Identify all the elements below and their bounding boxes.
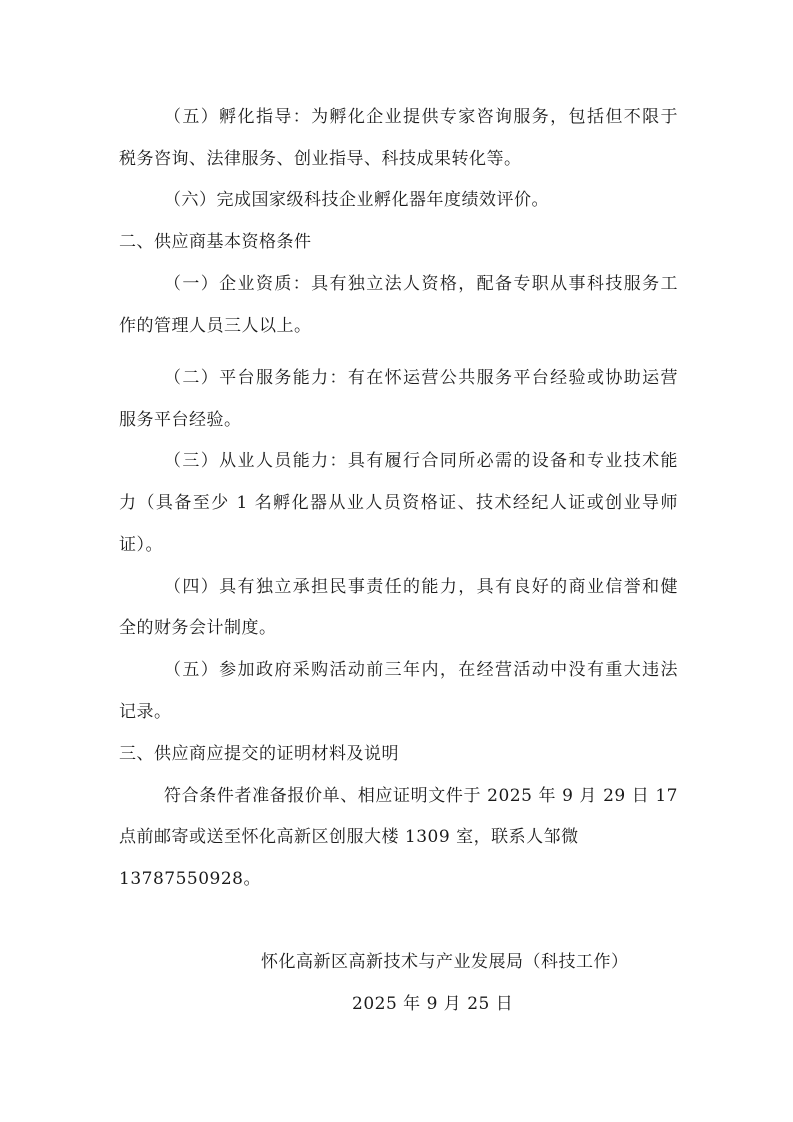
paragraph-line: 符合条件者准备报价单、相应证明文件于 2025 年 9 月 29 日 17 <box>164 786 678 806</box>
paragraph-line: 全的财务会计制度。 <box>119 618 277 638</box>
paragraph-line: 力（具备至少 1 名孵化器从业人员资格证、技术经纪人证或创业导师 <box>119 493 678 513</box>
paragraph-line: （一）企业资质：具有独立法人资格，配备专职从事科技服务工 <box>164 274 678 294</box>
paragraph-line: 13787550928。 <box>119 869 261 889</box>
paragraph-line: （五）孵化指导：为孵化企业提供专家咨询服务，包括但不限于 <box>164 107 678 127</box>
paragraph-line: 记录。 <box>119 702 172 722</box>
paragraph-line: （四）具有独立承担民事责任的能力，具有良好的商业信誉和健 <box>164 577 678 597</box>
section-heading: 二、供应商基本资格条件 <box>119 232 312 252</box>
paragraph-line: 作的管理人员三人以上。 <box>119 316 312 336</box>
signature-date: 2025 年 9 月 25 日 <box>352 994 514 1014</box>
paragraph-line: 点前邮寄或送至怀化高新区创服大楼 1309 室，联系人邹微 <box>119 827 579 847</box>
section-heading: 三、供应商应提交的证明材料及说明 <box>119 744 399 764</box>
paragraph-line: 税务咨询、法律服务、创业指导、科技成果转化等。 <box>119 149 522 169</box>
signature-organization: 怀化高新区高新技术与产业发展局（科技工作） <box>261 952 629 972</box>
paragraph-line: 证）。 <box>119 535 163 555</box>
paragraph-line: 服务平台经验。 <box>119 410 242 430</box>
paragraph-line: （三）从业人员能力：具有履行合同所必需的设备和专业技术能 <box>164 451 678 471</box>
paragraph-line: （六）完成国家级科技企业孵化器年度绩效评价。 <box>164 190 549 210</box>
paragraph-line: （五）参加政府采购活动前三年内，在经营活动中没有重大违法 <box>164 660 678 680</box>
paragraph-line: （二）平台服务能力：有在怀运营公共服务平台经验或协助运营 <box>164 368 678 388</box>
